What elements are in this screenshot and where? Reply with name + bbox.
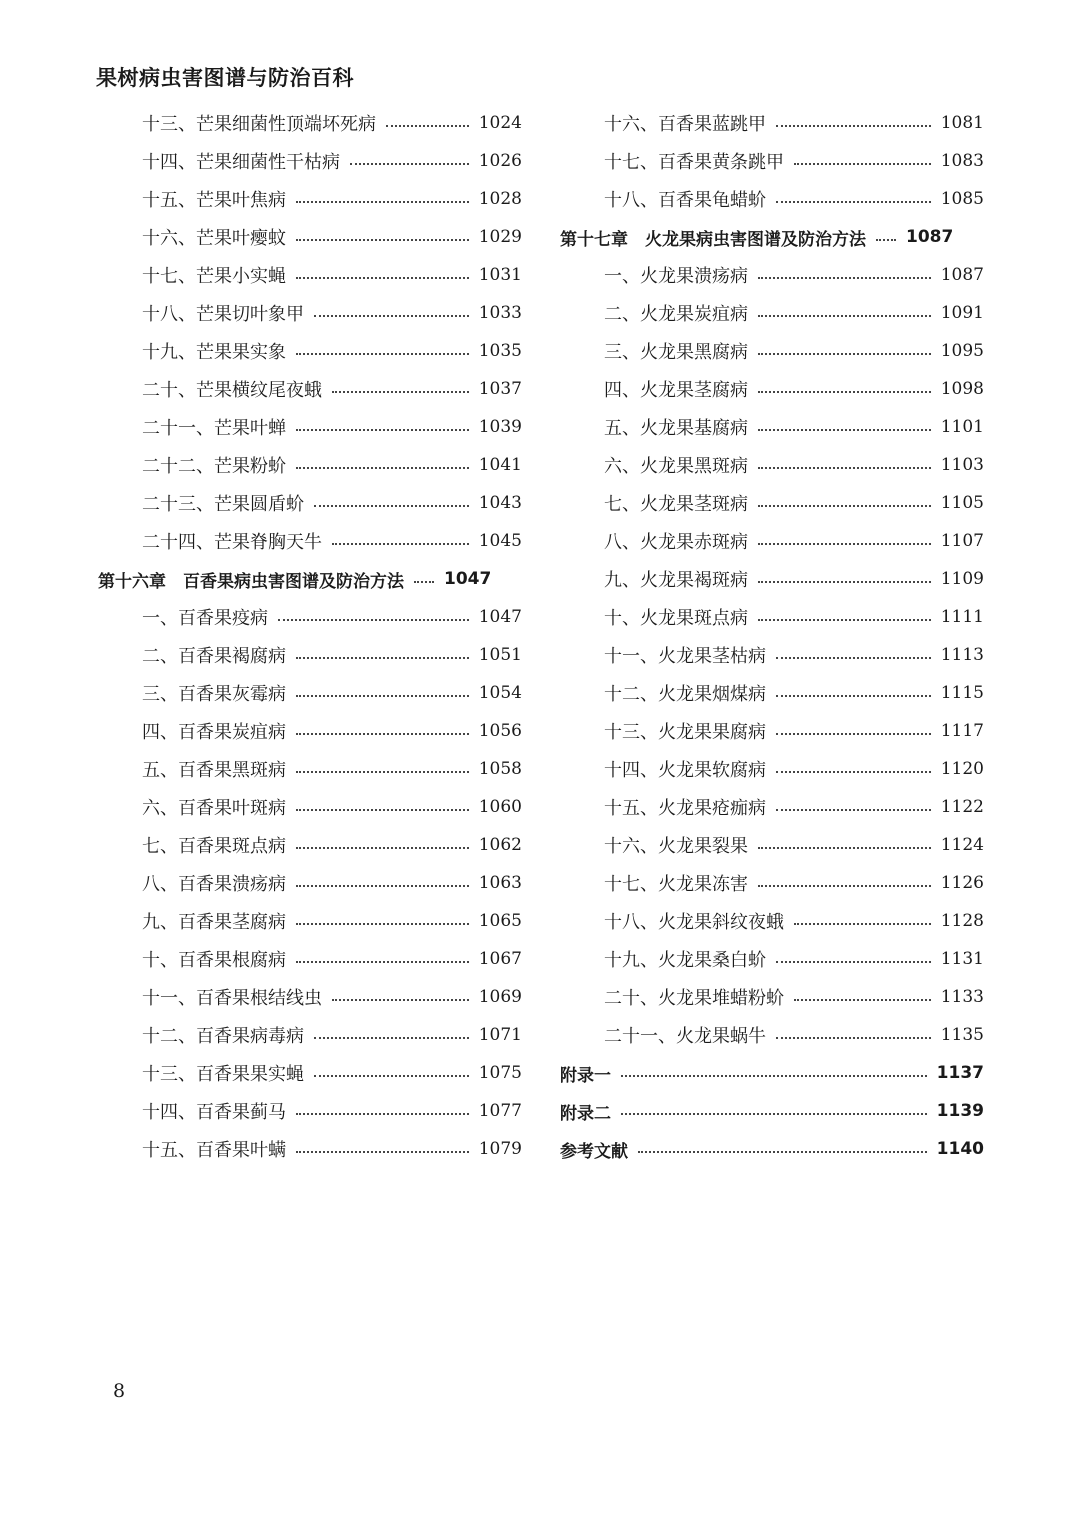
toc-entry-page: 1131 <box>940 949 984 969</box>
toc-entry-page: 1103 <box>940 455 984 475</box>
toc-chapter-heading[interactable] <box>98 560 522 598</box>
toc-entry[interactable] <box>98 1054 522 1092</box>
toc-entry-title: 十七、芒果小实蝇 <box>142 266 286 287</box>
toc-entry-page: 1031 <box>478 265 522 285</box>
toc-entry-page: 1122 <box>940 797 984 817</box>
toc-entry[interactable] <box>98 940 522 978</box>
toc-entry-title: 四、火龙果茎腐病 <box>604 380 748 401</box>
toc-entry-page: 1113 <box>940 645 984 665</box>
toc-entry-page: 1029 <box>478 227 522 247</box>
toc-entry[interactable] <box>560 1016 984 1054</box>
toc-entry-page: 1087 <box>906 227 954 247</box>
toc-entry[interactable] <box>98 218 522 256</box>
toc-entry-title: 十一、百香果根结线虫 <box>142 988 322 1009</box>
toc-entry-title: 二十四、芒果脊胸天牛 <box>142 532 322 553</box>
toc-entry[interactable] <box>98 1092 522 1130</box>
toc-entry[interactable] <box>98 1016 522 1054</box>
dot-leader <box>314 1075 469 1077</box>
toc-entry-title: 十四、芒果细菌性干枯病 <box>142 152 340 173</box>
toc-chapter-heading[interactable] <box>560 218 984 256</box>
toc-entry-page: 1047 <box>478 607 522 627</box>
toc-entry[interactable] <box>560 788 984 826</box>
toc-entry-title: 十八、百香果龟蜡蚧 <box>604 190 766 211</box>
toc-entry-title: 九、火龙果褐斑病 <box>604 570 748 591</box>
dot-leader <box>296 277 469 279</box>
toc-entry-page: 1128 <box>940 911 984 931</box>
toc-entry-title: 八、百香果溃疡病 <box>142 874 286 895</box>
toc-entry-title: 十九、芒果果实象 <box>142 342 286 363</box>
toc-entry[interactable] <box>560 674 984 712</box>
toc-entry-page: 1115 <box>940 683 984 703</box>
toc-entry-page: 1079 <box>478 1139 522 1159</box>
dot-leader <box>296 467 469 469</box>
toc-entry[interactable] <box>560 294 984 332</box>
toc-entry-page: 1054 <box>478 683 522 703</box>
toc-entry[interactable] <box>98 104 522 142</box>
toc-entry-title: 八、火龙果赤斑病 <box>604 532 748 553</box>
toc-entry-title: 二十、芒果横纹尾夜蛾 <box>142 380 322 401</box>
toc-entry[interactable] <box>560 902 984 940</box>
toc-entry-page: 1045 <box>478 531 522 551</box>
toc-entry-title: 十九、火龙果桑白蚧 <box>604 950 766 971</box>
dot-leader <box>794 923 931 925</box>
toc-entry-page: 1065 <box>478 911 522 931</box>
dot-leader <box>314 315 469 317</box>
toc-entry-title: 十五、芒果叶焦病 <box>142 190 286 211</box>
toc-entry-title: 参考文献 <box>560 1141 628 1162</box>
dot-leader <box>296 885 469 887</box>
toc-entry-title: 十三、芒果细菌性顶端坏死病 <box>142 114 376 135</box>
toc-entry[interactable] <box>98 446 522 484</box>
toc-entry-page: 1056 <box>478 721 522 741</box>
dot-leader <box>296 809 469 811</box>
toc-entry[interactable] <box>560 370 984 408</box>
dot-leader <box>794 999 931 1001</box>
toc-entry-title: 二十二、芒果粉蚧 <box>142 456 286 477</box>
toc-entry[interactable] <box>98 180 522 218</box>
toc-entry-title: 七、百香果斑点病 <box>142 836 286 857</box>
toc-entry[interactable] <box>98 522 522 560</box>
dot-leader <box>776 961 931 963</box>
toc-entry-title: 一、百香果疫病 <box>142 608 268 629</box>
toc-appendix-entry[interactable] <box>560 1054 984 1092</box>
toc-entry[interactable] <box>560 978 984 1016</box>
toc-entry-page: 1137 <box>936 1063 984 1083</box>
toc-entry-page: 1091 <box>940 303 984 323</box>
toc-entry-page: 1098 <box>940 379 984 399</box>
toc-entry-page: 1095 <box>940 341 984 361</box>
toc-entry-title: 五、百香果黑斑病 <box>142 760 286 781</box>
dot-leader <box>776 125 931 127</box>
toc-entry-page: 1109 <box>940 569 984 589</box>
toc-entry-page: 1120 <box>940 759 984 779</box>
toc-entry[interactable] <box>560 104 984 142</box>
dot-leader <box>758 277 931 279</box>
dot-leader <box>314 1037 469 1039</box>
dot-leader <box>776 1037 931 1039</box>
toc-entry-page: 1101 <box>940 417 984 437</box>
toc-entry-page: 1117 <box>940 721 984 741</box>
toc-entry-title: 十四、百香果蓟马 <box>142 1102 286 1123</box>
toc-entry[interactable] <box>98 598 522 636</box>
dot-leader <box>414 581 434 583</box>
toc-entry-page: 1071 <box>478 1025 522 1045</box>
dot-leader <box>296 1151 469 1153</box>
toc-entry-page: 1024 <box>478 113 522 133</box>
toc-appendix-entry[interactable] <box>560 1130 984 1168</box>
toc-entry-page: 1107 <box>940 531 984 551</box>
dot-leader <box>758 315 931 317</box>
toc-entry-title: 十、百香果根腐病 <box>142 950 286 971</box>
toc-entry-title: 三、百香果灰霉病 <box>142 684 286 705</box>
toc-entry[interactable] <box>98 826 522 864</box>
toc-entry-title: 第十六章 百香果病虫害图谱及防治方法 <box>98 571 404 592</box>
toc-entry[interactable] <box>560 256 984 294</box>
dot-leader <box>296 961 469 963</box>
toc-entry[interactable] <box>560 446 984 484</box>
dot-leader <box>332 543 469 545</box>
toc-entry[interactable] <box>560 636 984 674</box>
toc-entry-title: 十二、百香果病毒病 <box>142 1026 304 1047</box>
toc-entry-page: 1124 <box>940 835 984 855</box>
toc-entry-page: 1033 <box>478 303 522 323</box>
toc-entry-title: 二、火龙果炭疽病 <box>604 304 748 325</box>
toc-entry-page: 1058 <box>478 759 522 779</box>
toc-entry[interactable] <box>560 484 984 522</box>
toc-entry-page: 1037 <box>478 379 522 399</box>
dot-leader <box>296 239 469 241</box>
dot-leader <box>296 1113 469 1115</box>
toc-entry-title: 二十、火龙果堆蜡粉蚧 <box>604 988 784 1009</box>
toc-entry[interactable] <box>560 408 984 446</box>
toc-entry-title: 七、火龙果茎斑病 <box>604 494 748 515</box>
toc-entry[interactable] <box>98 712 522 750</box>
toc-entry-title: 第十七章 火龙果病虫害图谱及防治方法 <box>560 229 866 250</box>
dot-leader <box>296 353 469 355</box>
dot-leader <box>296 733 469 735</box>
toc-entry-title: 四、百香果炭疽病 <box>142 722 286 743</box>
dot-leader <box>332 999 469 1001</box>
dot-leader <box>332 391 469 393</box>
toc-entry-page: 1105 <box>940 493 984 513</box>
toc-entry-title: 五、火龙果基腐病 <box>604 418 748 439</box>
toc-entry[interactable] <box>560 598 984 636</box>
toc-entry[interactable] <box>560 522 984 560</box>
toc-entry-title: 十八、火龙果斜纹夜蛾 <box>604 912 784 933</box>
dot-leader <box>758 429 931 431</box>
dot-leader <box>776 657 931 659</box>
toc-left-column <box>98 104 522 1168</box>
dot-leader <box>386 125 469 127</box>
toc-entry[interactable] <box>98 978 522 1016</box>
toc-entry-page: 1111 <box>940 607 984 627</box>
dot-leader <box>296 695 469 697</box>
toc-entry-title: 附录二 <box>560 1103 611 1124</box>
toc-entry[interactable] <box>560 750 984 788</box>
dot-leader <box>296 923 469 925</box>
toc-entry-page: 1075 <box>478 1063 522 1083</box>
dot-leader <box>758 467 931 469</box>
dot-leader <box>621 1075 927 1077</box>
toc-entry-title: 十七、火龙果冻害 <box>604 874 748 895</box>
dot-leader <box>278 619 469 621</box>
toc-entry-title: 十、火龙果斑点病 <box>604 608 748 629</box>
toc-entry-title: 六、百香果叶斑病 <box>142 798 286 819</box>
toc-entry-page: 1035 <box>478 341 522 361</box>
toc-entry[interactable] <box>98 484 522 522</box>
dot-leader <box>758 505 931 507</box>
dot-leader <box>314 505 469 507</box>
dot-leader <box>758 543 931 545</box>
toc-entry-title: 九、百香果茎腐病 <box>142 912 286 933</box>
dot-leader <box>758 353 931 355</box>
toc-entry-page: 1062 <box>478 835 522 855</box>
dot-leader <box>758 391 931 393</box>
toc-entry-title: 十六、芒果叶瘿蚊 <box>142 228 286 249</box>
toc-entry[interactable] <box>98 294 522 332</box>
toc-entry-page: 1039 <box>478 417 522 437</box>
toc-entry-page: 1026 <box>478 151 522 171</box>
toc-entry[interactable] <box>98 864 522 902</box>
toc-entry[interactable] <box>560 712 984 750</box>
page-number: 8 <box>113 1380 126 1402</box>
toc-entry-title: 六、火龙果黑斑病 <box>604 456 748 477</box>
toc-entry[interactable] <box>98 332 522 370</box>
toc-entry-page: 1085 <box>940 189 984 209</box>
toc-entry-page: 1069 <box>478 987 522 1007</box>
toc-entry-title: 十二、火龙果烟煤病 <box>604 684 766 705</box>
toc-entry-title: 十六、百香果蓝跳甲 <box>604 114 766 135</box>
dot-leader <box>758 885 931 887</box>
toc-entry-page: 1051 <box>478 645 522 665</box>
toc-entry-page: 1139 <box>936 1101 984 1121</box>
dot-leader <box>794 163 931 165</box>
toc-entry-title: 二十一、芒果叶蝉 <box>142 418 286 439</box>
toc-entry-page: 1135 <box>940 1025 984 1045</box>
dot-leader <box>758 847 931 849</box>
toc-entry[interactable] <box>560 940 984 978</box>
toc-entry-page: 1028 <box>478 189 522 209</box>
toc-entry[interactable] <box>98 256 522 294</box>
toc-entry-page: 1041 <box>478 455 522 475</box>
toc-entry[interactable] <box>98 636 522 674</box>
dot-leader <box>758 619 931 621</box>
toc-entry[interactable] <box>560 560 984 598</box>
toc-entry[interactable] <box>98 902 522 940</box>
toc-entry-title: 十三、百香果果实蝇 <box>142 1064 304 1085</box>
toc-entry-page: 1126 <box>940 873 984 893</box>
toc-entry-title: 十六、火龙果裂果 <box>604 836 748 857</box>
toc-entry-title: 十五、火龙果疮痂病 <box>604 798 766 819</box>
toc-entry[interactable] <box>98 788 522 826</box>
dot-leader <box>621 1113 927 1115</box>
toc-entry-title: 二十三、芒果圆盾蚧 <box>142 494 304 515</box>
toc-entry[interactable] <box>560 332 984 370</box>
toc-entry-title: 十八、芒果切叶象甲 <box>142 304 304 325</box>
toc-entry[interactable] <box>560 142 984 180</box>
dot-leader <box>776 809 931 811</box>
toc-entry-title: 十四、火龙果软腐病 <box>604 760 766 781</box>
dot-leader <box>776 771 931 773</box>
dot-leader <box>638 1151 927 1153</box>
toc-entry[interactable] <box>98 370 522 408</box>
dot-leader <box>776 733 931 735</box>
dot-leader <box>876 239 896 241</box>
toc-entry[interactable] <box>98 408 522 446</box>
toc-entry-title: 十七、百香果黄条跳甲 <box>604 152 784 173</box>
toc-entry-title: 二十一、火龙果蜗牛 <box>604 1026 766 1047</box>
toc-entry-title: 三、火龙果黑腐病 <box>604 342 748 363</box>
toc-entry-page: 1140 <box>936 1139 984 1159</box>
toc-entry-title: 一、火龙果溃疡病 <box>604 266 748 287</box>
dot-leader <box>296 201 469 203</box>
dot-leader <box>350 163 469 165</box>
toc-entry-title: 十五、百香果叶螨 <box>142 1140 286 1161</box>
toc-entry[interactable] <box>560 826 984 864</box>
toc-entry-title: 十三、火龙果果腐病 <box>604 722 766 743</box>
toc-entry-page: 1133 <box>940 987 984 1007</box>
dot-leader <box>296 771 469 773</box>
dot-leader <box>296 657 469 659</box>
book-title: 果树病虫害图谱与防治百科 <box>96 66 354 90</box>
toc-right-column <box>560 104 984 1168</box>
dot-leader <box>296 429 469 431</box>
toc-entry-page: 1077 <box>478 1101 522 1121</box>
toc-entry[interactable] <box>98 142 522 180</box>
toc-entry[interactable] <box>98 750 522 788</box>
toc-entry-page: 1060 <box>478 797 522 817</box>
toc-entry-page: 1083 <box>940 151 984 171</box>
dot-leader <box>296 847 469 849</box>
toc-entry[interactable] <box>98 1130 522 1168</box>
toc-entry-title: 附录一 <box>560 1065 611 1086</box>
toc-entry-title: 十一、火龙果茎枯病 <box>604 646 766 667</box>
toc-entry[interactable] <box>560 864 984 902</box>
toc-entry-page: 1067 <box>478 949 522 969</box>
dot-leader <box>758 581 931 583</box>
toc-entry-page: 1063 <box>478 873 522 893</box>
toc-entry[interactable] <box>560 180 984 218</box>
toc-entry-page: 1047 <box>444 569 492 589</box>
toc-entry[interactable] <box>98 674 522 712</box>
dot-leader <box>776 201 931 203</box>
toc-entry-title: 二、百香果褐腐病 <box>142 646 286 667</box>
toc-appendix-entry[interactable] <box>560 1092 984 1130</box>
dot-leader <box>776 695 931 697</box>
toc-entry-page: 1043 <box>478 493 522 513</box>
toc-entry-page: 1081 <box>940 113 984 133</box>
toc-entry-page: 1087 <box>940 265 984 285</box>
